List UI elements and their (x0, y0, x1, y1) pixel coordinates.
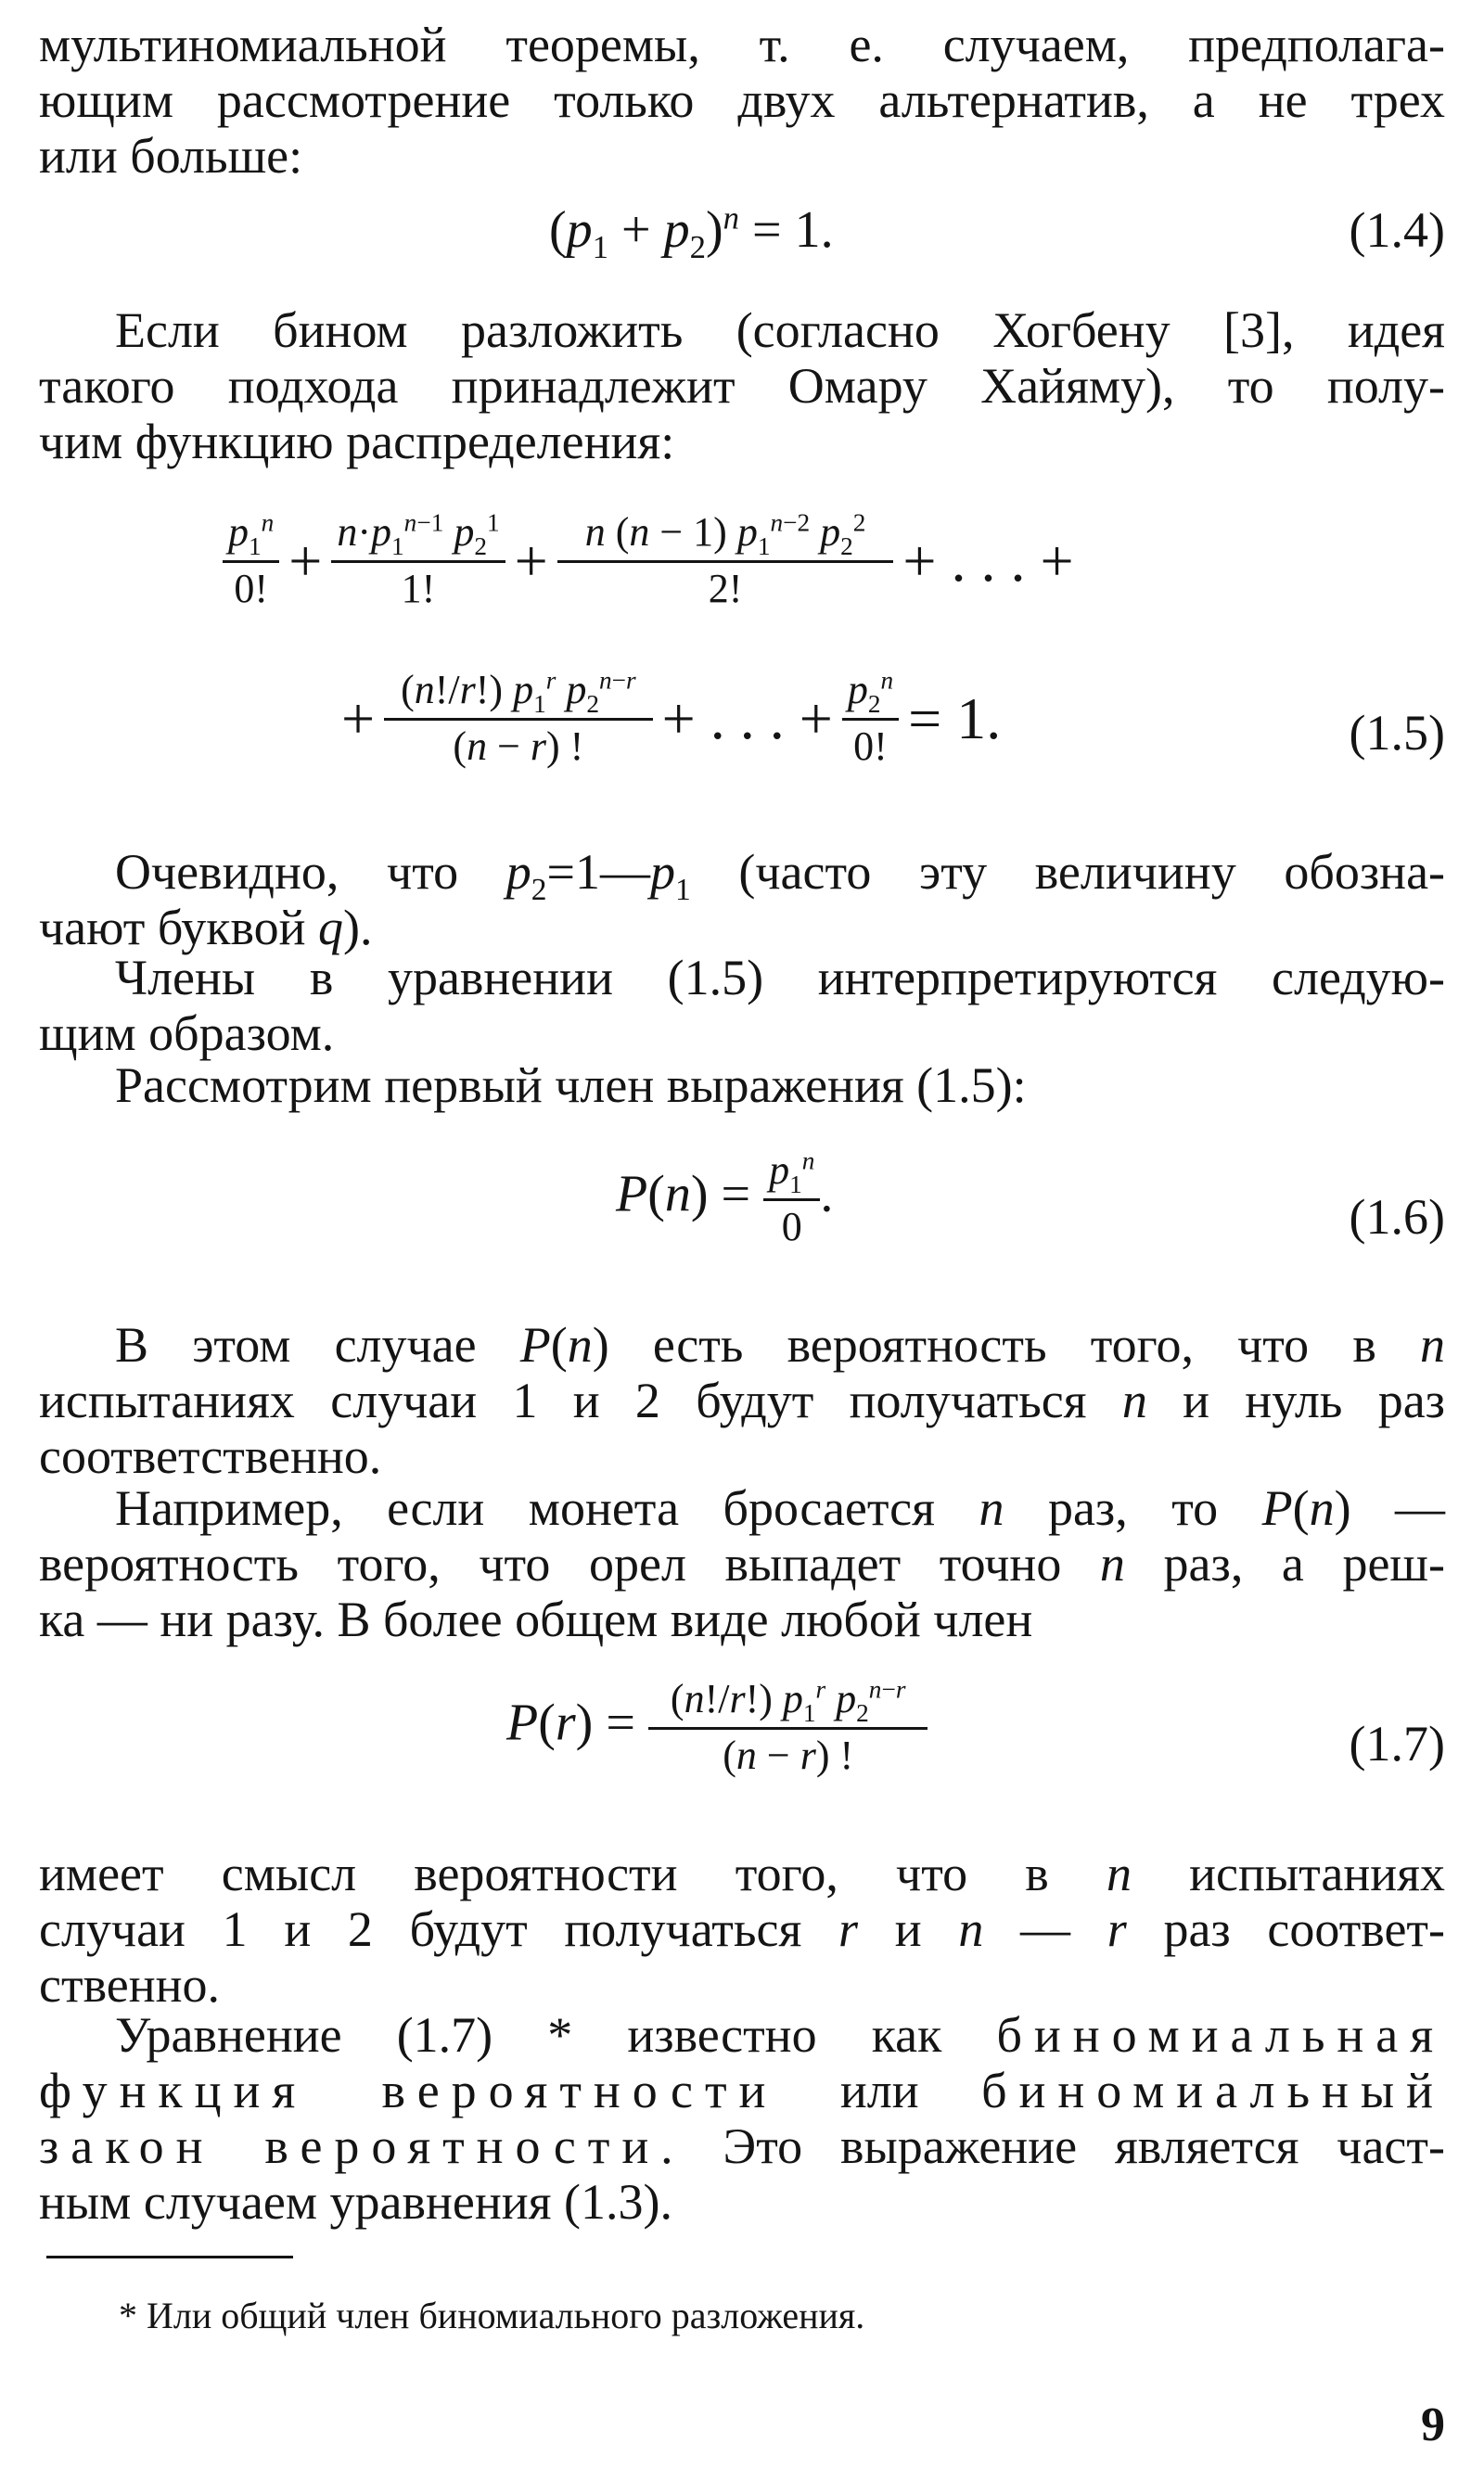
text-fragment: вероятность того, что орел выпадет точно (39, 1536, 1062, 1592)
spaced-term: закон вероятности. (39, 2118, 685, 2174)
text-fragment: Это выражение является част- (723, 2118, 1445, 2174)
text-line: Члены в уравнении (1.5) интерпретируются следую- (115, 950, 1445, 1005)
text-fragment: испытаниях случаи 1 и 2 будут получаться (39, 1373, 1087, 1428)
text-line: чим функцию распределения: (39, 414, 675, 469)
text-fragment: раз, то (1047, 1480, 1219, 1536)
text-line: или больше: (39, 128, 303, 184)
text-fragment: имеет смысл вероятности того, что в (39, 1846, 1049, 1901)
text-line: Очевидно, что $p_2=1—p_1$ (часто эту величину обозна- (115, 844, 1446, 907)
text-fragment: случаи 1 и 2 будут получаться (39, 1901, 802, 1957)
text-line: щим образом. (39, 1005, 335, 1061)
text-line: чают буквой q). (39, 900, 373, 955)
text-line: Рассмотрим первый член выражения (1.5): (115, 1057, 1027, 1113)
text-line: Если бином разложить (согласно Хогбену [3], идея (115, 302, 1445, 358)
text-fragment: (часто эту величину обозна- (738, 844, 1446, 900)
equation-number: (1.5) (1349, 705, 1445, 761)
text-line: ственно. (39, 1957, 221, 2013)
text-line (39, 2063, 1445, 2118)
spaced-term: биномиальная (996, 2007, 1446, 2063)
text-fragment: В этом случае (115, 1317, 477, 1373)
text-line: соответственно. (39, 1428, 382, 1484)
text-fragment: есть вероятность того, что в (652, 1317, 1376, 1373)
text-fragment: Очевидно, что (115, 844, 459, 900)
text-line: Например, если монета бросается n раз, то P(n) — (115, 1480, 1446, 1536)
text-line: В этом случае P(n) есть вероятность того, что в n (115, 1317, 1446, 1373)
text-line: испытаниях случаи 1 и 2 будут получаться n и нуль раз (39, 1373, 1445, 1428)
text-line: ным случаем уравнения (1.3). (39, 2174, 672, 2230)
equation-1-5-row-2: + $\frac{(n!/r!) p_1^r p_2^{n-r}}{(n - r) !}$ + . . . + $\frac{p_2^n}{0!}$ = 1. (341, 666, 1002, 769)
equation-1-7: P(r) = $\frac{(n!/r!) p_1^r p_2^{n-r}}{(n - r) !}$ (506, 1675, 928, 1780)
text-line (39, 2118, 1445, 2174)
text-fragment: Уравнение (1.7) * известно как (115, 2007, 942, 2063)
footnote: * Или общий член биномиального разложения. (119, 2295, 865, 2336)
text-line: имеет смысл вероятности того, что в n испытаниях (39, 1846, 1446, 1901)
text-fragment: раз, а реш- (1163, 1536, 1445, 1592)
text-line: ка — ни разу. В более общем виде любой член (39, 1592, 1033, 1647)
spaced-term: биномиальный (981, 2063, 1446, 2118)
text-line: случаи 1 и 2 будут получаться r и n — r раз соответ- (39, 1901, 1446, 1957)
text-fragment: раз соответ- (1163, 1901, 1446, 1957)
equation-number: (1.7) (1349, 1716, 1445, 1772)
equation-1-4: $(p_1 + p_2)^n = 1$. (549, 199, 834, 266)
text-fragment: испытаниях (1189, 1846, 1446, 1901)
text-line: ющим рассмотрение только двух альтернатив, а не трех (39, 72, 1445, 128)
text-fragment: и нуль раз (1183, 1373, 1445, 1428)
footnote-rule (46, 2256, 293, 2258)
page-number: 9 (1421, 2399, 1445, 2451)
text-fragment: чают буквой (39, 900, 306, 955)
text-line: такого подхода принадлежит Омару Хайяму), то полу- (39, 358, 1445, 414)
text-fragment: или (839, 2063, 919, 2118)
text-fragment: Например, если монета бросается (115, 1480, 935, 1536)
text-line: вероятность того, что орел выпадет точно n раз, а реш- (39, 1536, 1445, 1592)
equation-number: (1.4) (1349, 202, 1445, 258)
equation-number: (1.6) (1349, 1189, 1445, 1245)
text-line: мультиномиальной теоремы, т. е. случаем, предполага- (39, 17, 1445, 72)
equation-1-5-row-1: $\frac{p_1^n}{0!}$ + $\frac{n\cdot p_1^{n-1} p_2^1}{1!}$ + $\frac{n (n - 1) p_1^{n-2} p_2^2}{2!}$ + . . . + (223, 508, 1083, 613)
spaced-term: функция вероятности (39, 2063, 778, 2118)
equation-1-6: P(n) = $\frac{p_1^n}{0}$ . (616, 1146, 834, 1249)
text-line (115, 2007, 1445, 2063)
